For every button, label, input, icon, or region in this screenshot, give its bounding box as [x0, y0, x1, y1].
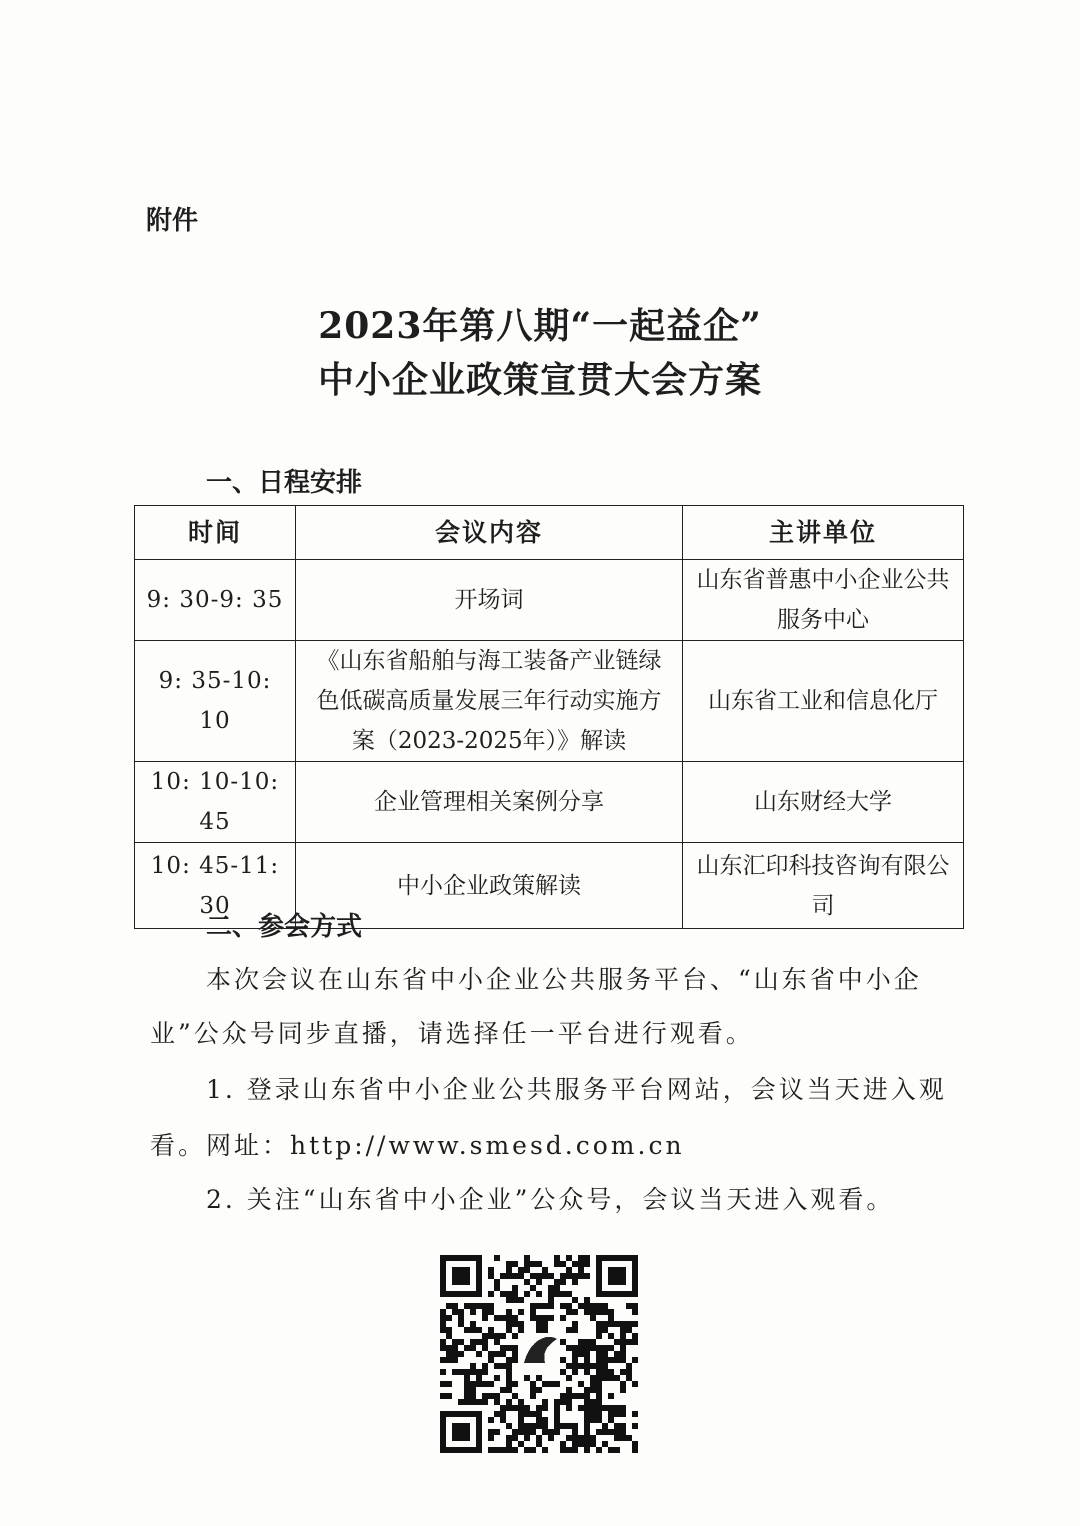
section-heading-schedule: 一、日程安排 — [206, 468, 363, 498]
table-header-content: 会议内容 — [296, 506, 683, 560]
unit-cell: 山东省普惠中小企业公共服务中心 — [683, 560, 964, 641]
content-cell: 《山东省船舶与海工装备产业链绿色低碳高质量发展三年行动实施方案（2023-2025年）》解读 — [296, 641, 683, 762]
qr-code-icon — [440, 1255, 638, 1453]
unit-cell: 山东汇印科技咨询有限公司 — [683, 843, 964, 929]
list-item-line: 2. 关注“山东省中小企业”公众号，会议当天进入观看。 — [206, 1185, 895, 1214]
schedule-table — [134, 505, 964, 929]
unit-cell: 山东省工业和信息化厅 — [683, 641, 964, 762]
table-header-row — [135, 506, 964, 560]
time-cell: 9: 30-9: 35 — [135, 560, 296, 641]
table-row — [135, 641, 964, 762]
section-heading-attendance: 二、参会方式 — [206, 912, 363, 942]
time-cell: 10: 45-11: 30 — [135, 843, 296, 929]
time-cell: 10: 10-10: 45 — [135, 762, 296, 843]
paragraph-line: 本次会议在山东省中小企业公共服务平台、“山东省中小企 — [206, 965, 922, 994]
paragraph-line: 业”公众号同步直播，请选择任一平台进行观看。 — [150, 1019, 754, 1048]
table-row — [135, 762, 964, 843]
content-cell: 企业管理相关案例分享 — [296, 762, 683, 843]
list-item-line: 1. 登录山东省中小企业公共服务平台网站，会议当天进入观 — [206, 1075, 947, 1104]
attachment-label: 附件 — [146, 206, 199, 236]
document-title-line2: 中小企业政策宣贯大会方案 — [317, 359, 762, 401]
document-title-line1: 2023年第八期“一起益企” — [318, 305, 762, 347]
table-row — [135, 560, 964, 641]
table-header-time: 时间 — [135, 506, 296, 560]
unit-cell: 山东财经大学 — [683, 762, 964, 843]
content-cell: 开场词 — [296, 560, 683, 641]
content-cell: 中小企业政策解读 — [296, 843, 683, 929]
time-cell: 9: 35-10: 10 — [135, 641, 296, 762]
list-item-line: 看。网址：http://www.smesd.com.cn — [150, 1131, 685, 1160]
table-header-unit: 主讲单位 — [683, 506, 964, 560]
